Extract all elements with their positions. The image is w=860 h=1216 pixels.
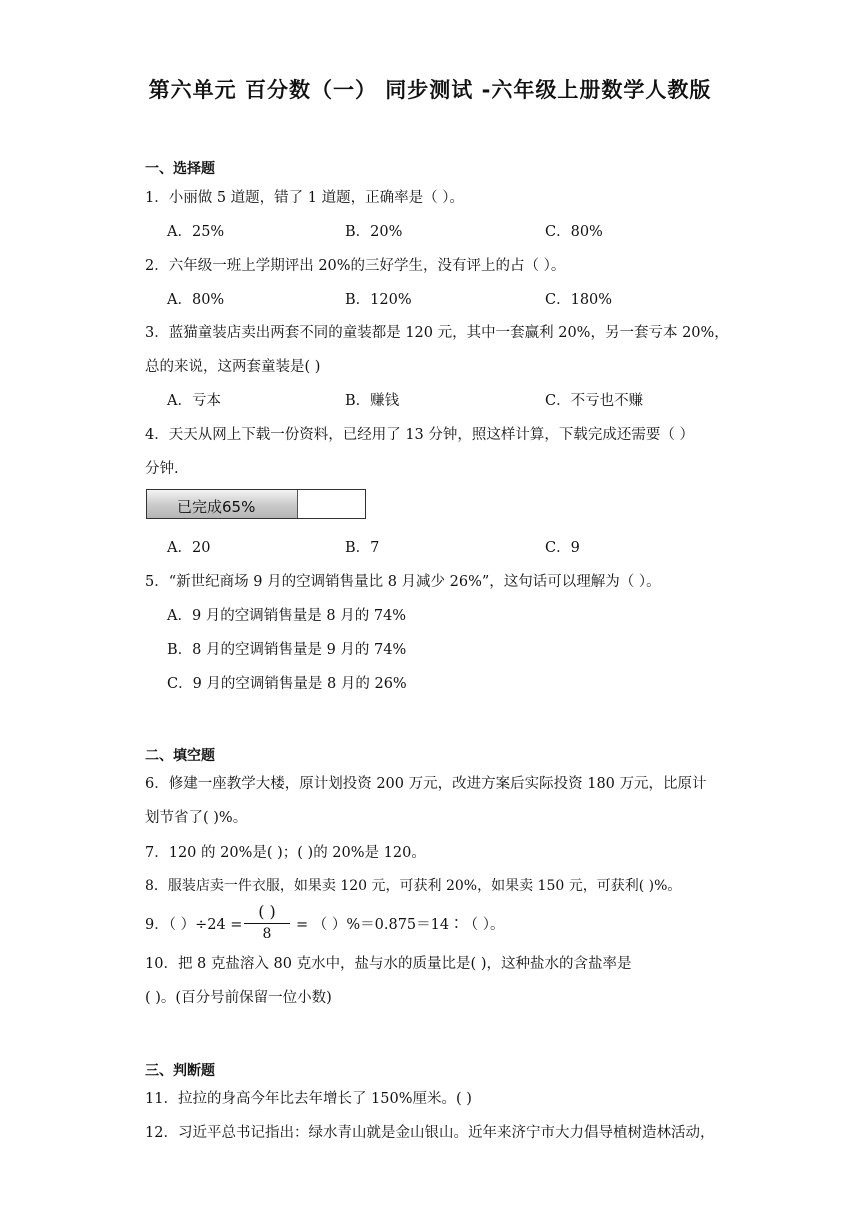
- question-11: 11．拉拉的身高今年比去年增长了 150%厘米。( ): [145, 1091, 472, 1107]
- section-heading-choice: 一、选择题: [145, 161, 215, 177]
- question-6-line-1: 6．修建一座教学大楼，原计划投资 200 万元，改进方案后实际投资 180 万元，比原计: [145, 776, 707, 792]
- question-9-left: 9．（ ）÷24 =: [145, 917, 243, 933]
- question-3-line-2: 总的来说，这两套童装是( ): [145, 359, 321, 375]
- question-2: 2．六年级一班上学期评出 20%的三好学生，没有评上的占（ ）。: [145, 258, 566, 274]
- q4-option-c: C．9: [545, 540, 580, 556]
- question-8: 8．服装店卖一件衣服，如果卖 120 元，可获利 20%，如果卖 150 元，可获利( )%。: [145, 878, 682, 894]
- q1-option-b: B．20%: [345, 224, 403, 240]
- q1-option-c: C．80%: [545, 224, 603, 240]
- q2-option-c: C．180%: [545, 292, 613, 308]
- q4-option-a: A．20: [167, 540, 211, 556]
- question-7: 7．120 的 20%是( )；( )的 20%是 120。: [145, 845, 426, 861]
- q5-option-b: B．8 月的空调销售量是 9 月的 74%: [167, 642, 407, 658]
- question-10-line-1: 10．把 8 克盐溶入 80 克水中，盐与水的质量比是( )，这种盐水的含盐率是: [145, 956, 632, 972]
- question-6-line-2: 划节省了( )%。: [145, 810, 248, 826]
- q5-option-a: A．9 月的空调销售量是 8 月的 74%: [167, 608, 407, 624]
- fraction-denominator: 8: [262, 926, 272, 942]
- question-3-line-1: 3．蓝猫童装店卖出两套不同的童装都是 120 元，其中一套赢利 20%，另一套亏本 20%，: [145, 325, 729, 341]
- question-9-right: = （ ）%＝0.875＝14∶（ ）。: [296, 917, 505, 933]
- download-progress-bar: [146, 489, 366, 519]
- q4-option-b: B．7: [345, 540, 380, 556]
- q3-option-a: A．亏本: [167, 393, 221, 409]
- question-1: 1．小丽做 5 道题，错了 1 道题，正确率是（ ）。: [145, 190, 464, 206]
- progress-label: 已完成65%: [177, 498, 256, 516]
- question-4-line-1: 4．天天从网上下载一份资料，已经用了 13 分钟，照这样计算，下载完成还需要（ ）: [145, 427, 695, 443]
- section-heading-judge: 三、判断题: [145, 1063, 215, 1079]
- q3-option-b: B．赚钱: [345, 393, 400, 409]
- q3-option-c: C．不亏也不赚: [545, 393, 644, 409]
- q1-option-a: A．25%: [167, 224, 225, 240]
- q5-option-c: C．9 月的空调销售量是 8 月的 26%: [167, 676, 407, 692]
- q2-option-a: A．80%: [167, 292, 225, 308]
- question-4-line-2: 分钟.: [145, 461, 179, 477]
- page-title: 第六单元 百分数（一） 同步测试 -六年级上册数学人教版: [148, 78, 712, 102]
- question-10-line-2: ( )。(百分号前保留一位小数): [145, 990, 332, 1006]
- q2-option-b: B．120%: [345, 292, 412, 308]
- question-12: 12．习近平总书记指出：绿水青山就是金山银山。近年来济宁市大力倡导植树造林活动，: [145, 1125, 715, 1141]
- fraction-numerator: ( ): [258, 902, 276, 921]
- question-5: 5．“新世纪商场 9 月的空调销售量比 8 月减少 26%”，这句话可以理解为（ ）。: [145, 574, 661, 590]
- section-heading-fill: 二、填空题: [145, 748, 215, 764]
- question-9-fraction: [240, 902, 294, 944]
- fraction-bar: [244, 923, 290, 924]
